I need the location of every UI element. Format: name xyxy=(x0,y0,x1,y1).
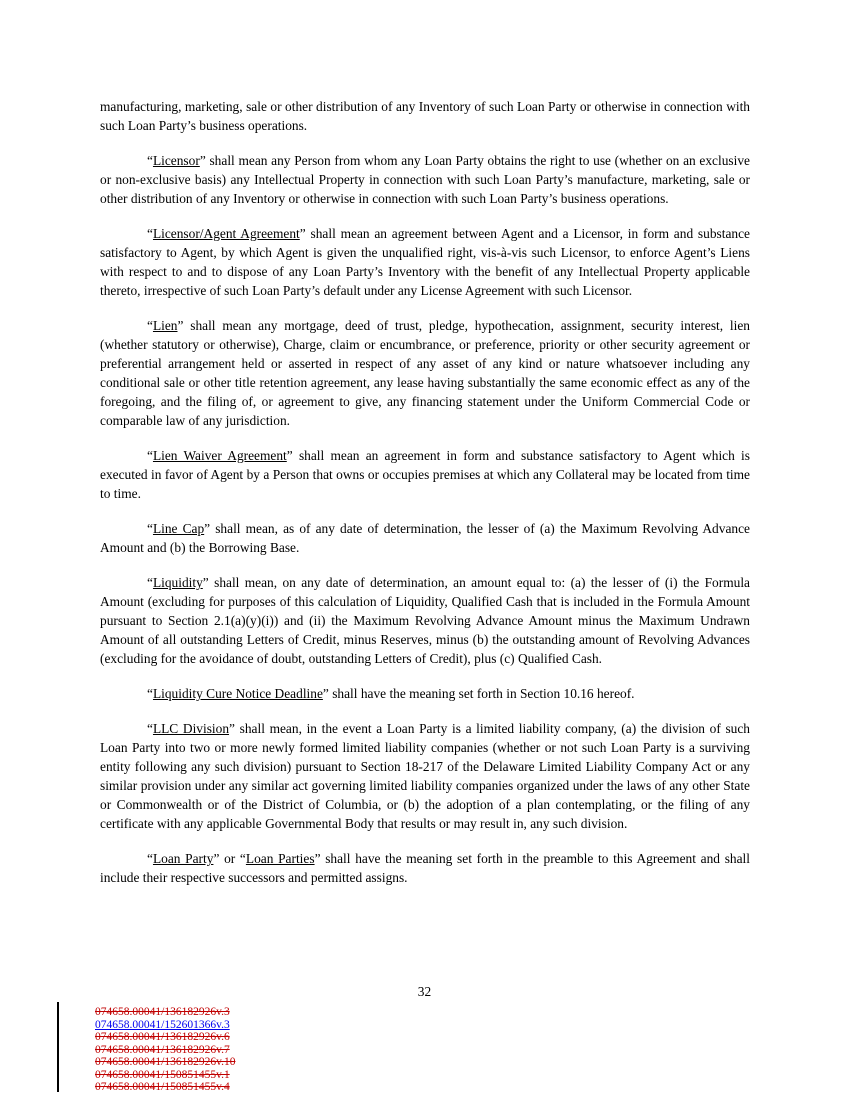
paragraph xyxy=(100,849,750,887)
doc-id-line: 074658.00041/150851455v.1 xyxy=(95,1068,230,1081)
paragraph-text: ” shall have the meaning set forth in the preamble to this Agreement and shall include their respective successors and permitted assigns. xyxy=(100,851,750,885)
paragraph-text: “ xyxy=(147,448,153,463)
paragraph-text: ” shall mean, on any date of determination, an amount equal to: (a) the lesser of (i) the Formula Amount (excluding for purposes of this calculation of Liquidity, Qualified Cash that is included in the Formula Amount pursuant to Section 2.1(a)(y)(i)) and (ii) the Maximum Revolving Advance Amount minus the Maximum Undrawn Amount of all outstanding Letters of Credit, minus Reserves, minus (b) the outstanding amount of Revolving Advances (excluding for the avoidance of doubt, outstanding Letters of Credit), plus (c) Qualified Cash. xyxy=(100,575,750,666)
paragraph xyxy=(100,316,750,430)
paragraph-text: ” shall have the meaning set forth in Section 10.16 hereof. xyxy=(322,686,635,701)
doc-id-line: 074658.00041/136182926v.10 xyxy=(95,1056,236,1068)
paragraph-text: ” shall mean any mortgage, deed of trust, pledge, hypothecation, assignment, security interest, lien (whether statutory or otherwise), Charge, claim or encumbrance, or preference, priority or other security agreement or preferential arrangement held or asserted in respect of any asset of any kind or nature whatsoever including any conditional sale or other title retention agreement, any lease having substantially the same economic effect as any of the foregoing, and the filing of, or agreement to give, any financing statement under the Uniform Commercial Code or comparable law of any jurisdiction. xyxy=(100,318,750,428)
paragraph xyxy=(100,224,750,300)
paragraph-text: ” shall mean, in the event a Loan Party is a limited liability company, (a) the division of such Loan Party into two or more newly formed limited liability companies (whether or not such Loan Party is a surviving entity following any such division) pursuant to Section 18-217 of the Delaware Limited Liability Company Act or any similar provision under any similar act governing limited liability companies organized under the laws of any other State or Commonwealth or of the District of Columbia, or (b) the adoption of a plan contemplating, or the filing of any certificate with any applicable Governmental Body that results or may result in, any such division. xyxy=(100,721,750,831)
paragraph xyxy=(100,151,750,208)
paragraph-text: manufacturing, marketing, sale or other distribution of any Inventory of such Loan Party or otherwise in connection with such Loan Party’s business operations. xyxy=(100,99,750,133)
paragraph-text: “ xyxy=(147,721,153,736)
paragraph-text: ” or “ xyxy=(213,851,246,866)
paragraph xyxy=(100,97,750,135)
paragraph-text: “ xyxy=(147,575,153,590)
paragraph-text: “ xyxy=(147,226,153,241)
defined-term: Loan Parties xyxy=(245,851,315,866)
defined-term: Liquidity xyxy=(152,575,203,590)
defined-term: Loan Party xyxy=(152,851,214,866)
paragraph xyxy=(100,719,750,833)
defined-term: Licensor xyxy=(152,153,200,168)
defined-term: Lien Waiver Agreement xyxy=(152,448,287,463)
doc-id-line: 074658.00041/152601366v.3 xyxy=(95,1018,230,1031)
doc-id-line: 074658.00041/136182926v.3 xyxy=(95,1006,230,1018)
paragraph-text: “ xyxy=(147,153,153,168)
defined-term: Liquidity Cure Notice Deadline xyxy=(152,686,323,701)
paragraph-text: ” shall mean an agreement in form and substance satisfactory to Agent which is executed in favor of Agent by a Person that owns or occupies premises at which any Collateral may be located from time to time. xyxy=(100,448,750,501)
paragraph xyxy=(100,446,750,503)
footer-doc-ids xyxy=(95,1006,235,1094)
paragraph-text: “ xyxy=(147,686,153,701)
paragraph-text: “ xyxy=(147,851,153,866)
page-number: 32 xyxy=(417,984,432,999)
paragraph-text: ” shall mean any Person from whom any Loan Party obtains the right to use (whether on an exclusive or non-exclusive basis) any Intellectual Property in connection with such Loan Party’s manufacture, marketing, sale or other distribution of any Inventory or otherwise in connection with such Loan Party’s business operations. xyxy=(100,153,750,206)
paragraph-text: “ xyxy=(147,318,153,333)
paragraph-text: ” shall mean an agreement between Agent and a Licensor, in form and substance satisfactory to Agent, by which Agent is given the unqualified right, vis-à-vis such Licensor, to enforce Agent’s Liens with respect to and to dispose of any Loan Party’s Inventory with the benefit of any Intellectual Property applicable thereto, irrespective of such Loan Party’s default under any License Agreement with such Licensor. xyxy=(100,226,750,298)
defined-term: Lien xyxy=(152,318,178,333)
defined-term: Licensor/Agent Agreement xyxy=(152,226,300,241)
paragraph-text: ” shall mean, as of any date of determination, the lesser of (a) the Maximum Revolving Advance Amount and (b) the Borrowing Base. xyxy=(100,521,750,555)
paragraph xyxy=(100,573,750,668)
paragraph xyxy=(100,519,750,557)
document-body xyxy=(100,97,750,903)
defined-term: LLC Division xyxy=(152,721,230,736)
paragraph-text: “ xyxy=(147,521,153,536)
doc-id-line: 074658.00041/150851455v.4 xyxy=(95,1081,230,1093)
doc-id-line: 074658.00041/136182926v.7 xyxy=(95,1043,230,1056)
doc-id-line: 074658.00041/136182926v.6 xyxy=(95,1031,230,1043)
revision-change-bar xyxy=(57,1002,59,1092)
defined-term: Line Cap xyxy=(152,521,205,536)
paragraph xyxy=(100,684,750,703)
